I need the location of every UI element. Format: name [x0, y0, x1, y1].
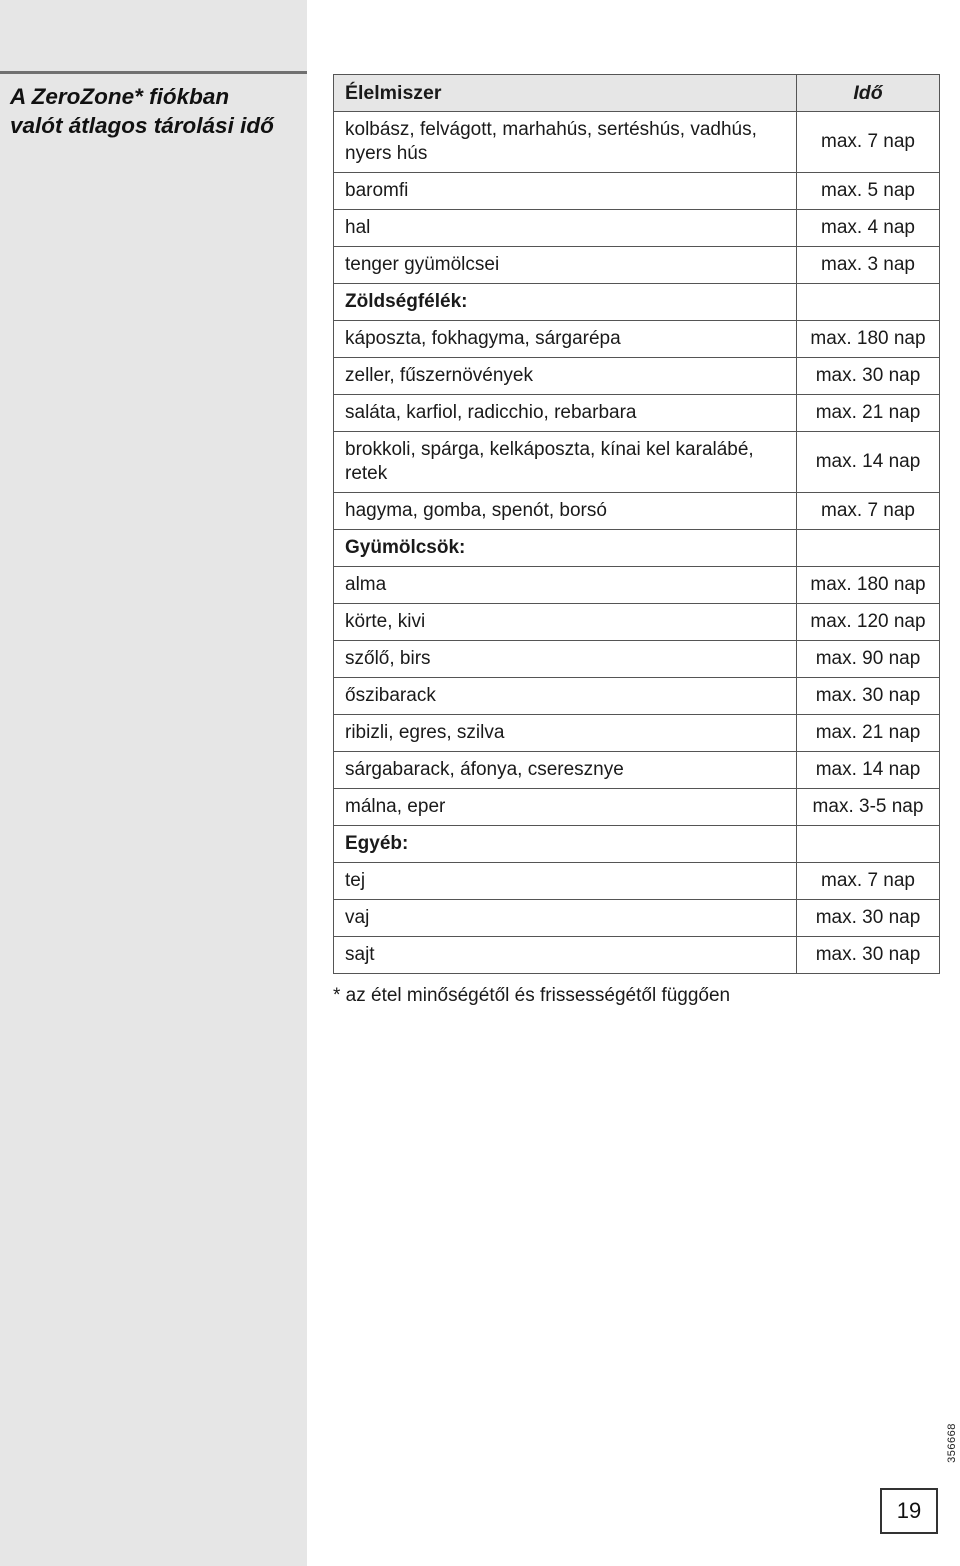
- storage-time-cell: max. 120 nap: [797, 604, 940, 641]
- category-label: Zöldségfélék:: [334, 284, 797, 321]
- table-row: [334, 641, 940, 678]
- food-cell: brokkoli, spárga, kelkáposzta, kínai kel karalábé, retek: [334, 432, 797, 493]
- table-row: [334, 900, 940, 937]
- storage-time-cell: max. 90 nap: [797, 641, 940, 678]
- food-cell: hagyma, gomba, spenót, borsó: [334, 493, 797, 530]
- table-row: [334, 937, 940, 974]
- storage-time-cell: max. 180 nap: [797, 567, 940, 604]
- table-row: [334, 112, 940, 173]
- table-row: [334, 567, 940, 604]
- food-cell: sárgabarack, áfonya, cseresznye: [334, 752, 797, 789]
- storage-time-cell: max. 21 nap: [797, 395, 940, 432]
- table-row: [334, 863, 940, 900]
- table-category-row: [334, 530, 940, 567]
- storage-time-cell: max. 14 nap: [797, 432, 940, 493]
- table-row: [334, 173, 940, 210]
- food-cell: tenger gyümölcsei: [334, 247, 797, 284]
- section-title: [10, 82, 300, 140]
- section-title-line: A ZeroZone* fiókban: [10, 84, 230, 109]
- storage-time-cell: max. 5 nap: [797, 173, 940, 210]
- table-header-row: [334, 75, 940, 112]
- table-row: [334, 678, 940, 715]
- storage-time-cell: max. 30 nap: [797, 900, 940, 937]
- table-row: [334, 432, 940, 493]
- storage-time-table: [333, 74, 940, 974]
- food-cell: saláta, karfiol, radicchio, rebarbara: [334, 395, 797, 432]
- food-cell: őszibarack: [334, 678, 797, 715]
- table-row: [334, 604, 940, 641]
- storage-time-cell: max. 30 nap: [797, 937, 940, 974]
- storage-time-cell: max. 7 nap: [797, 493, 940, 530]
- table-row: [334, 321, 940, 358]
- table-row: [334, 247, 940, 284]
- food-cell: körte, kivi: [334, 604, 797, 641]
- food-cell: vaj: [334, 900, 797, 937]
- page-number: 19: [880, 1488, 938, 1534]
- storage-time-cell: max. 30 nap: [797, 358, 940, 395]
- table-row: [334, 715, 940, 752]
- column-header-food: Élelmiszer: [334, 75, 797, 112]
- storage-time-cell: [797, 530, 940, 567]
- storage-time-cell: max. 21 nap: [797, 715, 940, 752]
- table-row: [334, 210, 940, 247]
- food-cell: baromfi: [334, 173, 797, 210]
- table-row: [334, 752, 940, 789]
- storage-time-cell: max. 4 nap: [797, 210, 940, 247]
- sidebar-panel: [0, 0, 307, 1566]
- storage-time-cell: max. 30 nap: [797, 678, 940, 715]
- food-cell: hal: [334, 210, 797, 247]
- footnote: * az étel minőségétől és frissességétől függően: [333, 985, 731, 1006]
- food-cell: ribizli, egres, szilva: [334, 715, 797, 752]
- storage-time-cell: max. 7 nap: [797, 112, 940, 173]
- food-cell: kolbász, felvágott, marhahús, sertéshús, vadhús, nyers hús: [334, 112, 797, 173]
- table-row: [334, 395, 940, 432]
- storage-time-cell: [797, 284, 940, 321]
- table-row: [334, 493, 940, 530]
- food-cell: szőlő, birs: [334, 641, 797, 678]
- section-title-line: valót átlagos tárolási idő: [10, 113, 274, 138]
- table-row: [334, 789, 940, 826]
- food-cell: sajt: [334, 937, 797, 974]
- category-label: Gyümölcsök:: [334, 530, 797, 567]
- sidebar-divider: [0, 71, 307, 74]
- table-body: [334, 112, 940, 974]
- table-row: [334, 358, 940, 395]
- storage-time-cell: max. 14 nap: [797, 752, 940, 789]
- category-label: Egyéb:: [334, 826, 797, 863]
- food-cell: málna, eper: [334, 789, 797, 826]
- table-category-row: [334, 826, 940, 863]
- storage-time-cell: max. 3 nap: [797, 247, 940, 284]
- storage-time-cell: max. 3-5 nap: [797, 789, 940, 826]
- column-header-time: Idő: [797, 75, 940, 112]
- table-category-row: [334, 284, 940, 321]
- food-cell: tej: [334, 863, 797, 900]
- food-cell: káposzta, fokhagyma, sárgarépa: [334, 321, 797, 358]
- storage-time-cell: max. 7 nap: [797, 863, 940, 900]
- food-cell: zeller, fűszernövények: [334, 358, 797, 395]
- storage-time-cell: [797, 826, 940, 863]
- document-id: 356668: [946, 1423, 958, 1463]
- storage-time-cell: max. 180 nap: [797, 321, 940, 358]
- food-cell: alma: [334, 567, 797, 604]
